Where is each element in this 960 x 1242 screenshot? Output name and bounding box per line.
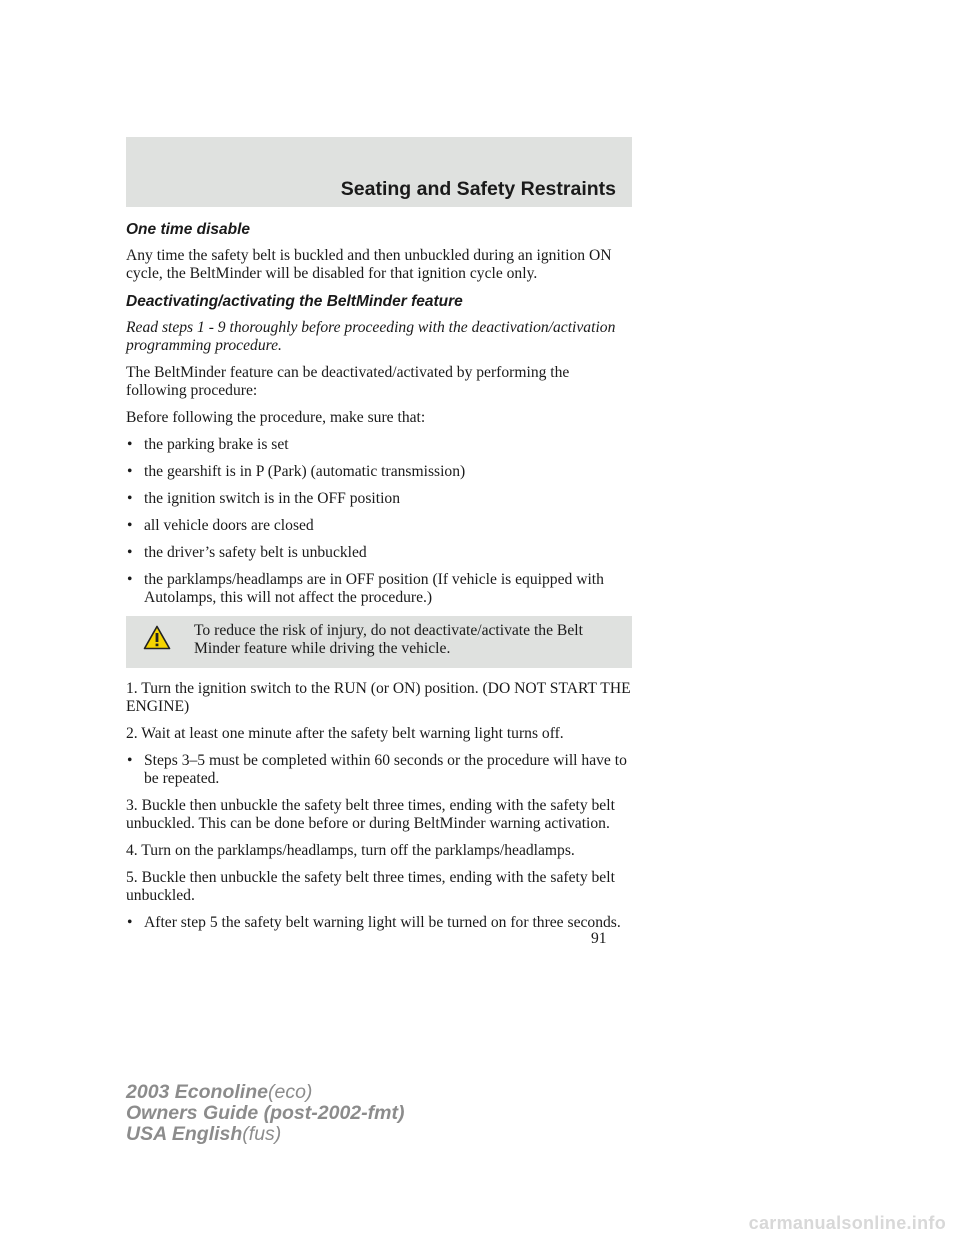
paragraph-one-time: Any time the safety belt is buckled and then unbuckled during an ignition ON cycle, the BeltMinder will be disabled for that ignition cycle only. <box>126 247 612 282</box>
list-item: • the parking brake is set <box>127 436 289 453</box>
section-title: Seating and Safety Restraints <box>340 178 616 200</box>
footer-line-language: USA English(fus) <box>126 1123 282 1145</box>
watermark: carmanualsonline.info <box>748 1213 946 1233</box>
list-item: • all vehicle doors are closed <box>127 517 314 534</box>
warning-box <box>126 616 632 668</box>
step-2-notes <box>126 752 632 788</box>
step-3: 3. Buckle then unbuckle the safety belt three times, ending with the safety belt unbuckled. This can be done before or during BeltMinder warning activation. <box>126 797 615 832</box>
list-item: • After step 5 the safety belt warning light will be turned on for three seconds. <box>127 914 621 931</box>
page-number: 91 <box>591 930 607 947</box>
bullet-icon: • <box>127 517 133 534</box>
heading-deactivating: Deactivating/activating the BeltMinder feature <box>126 293 463 310</box>
footer-line-guide: Owners Guide (post-2002-fmt) <box>126 1102 405 1124</box>
section-header-band <box>126 137 632 207</box>
heading-one-time-disable: One time disable <box>126 221 251 238</box>
step-5: 5. Buckle then unbuckle the safety belt three times, ending with the safety belt unbuckled. <box>126 869 615 904</box>
document-footer <box>126 1082 404 1145</box>
bullet-icon: • <box>127 463 133 480</box>
bullet-icon: • <box>127 571 133 588</box>
paragraph-feature: The BeltMinder feature can be deactivated/activated by performing the following procedure: <box>126 364 570 399</box>
footer-line-model: 2003 Econoline(eco) <box>126 1081 313 1103</box>
precondition-checklist <box>126 436 632 607</box>
list-item: • the parklamps/headlamps are in OFF position (If vehicle is equipped with Autolamps, this will not affect the procedure.) <box>127 571 604 606</box>
warning-triangle-icon <box>143 625 171 650</box>
list-item: • Steps 3–5 must be completed within 60 seconds or the procedure will have to be repeated. <box>127 752 627 787</box>
page-content <box>126 220 632 941</box>
step-1: 1. Turn the ignition switch to the RUN (or ON) position. (DO NOT START THE ENGINE) <box>126 680 631 715</box>
bullet-icon: • <box>127 436 133 453</box>
step-4: 4. Turn on the parklamps/headlamps, turn off the parklamps/headlamps. <box>126 842 575 859</box>
step-2: 2. Wait at least one minute after the safety belt warning light turns off. <box>126 725 564 742</box>
warning-text: To reduce the risk of injury, do not deactivate/activate the Belt Minder feature while driving the vehicle. <box>194 622 583 657</box>
paragraph-read-steps: Read steps 1 - 9 thoroughly before proceeding with the deactivation/activation programming procedure. <box>126 319 616 354</box>
bullet-icon: • <box>127 544 133 561</box>
list-item: • the gearshift is in P (Park) (automatic transmission) <box>127 463 466 480</box>
list-item: • the ignition switch is in the OFF position <box>127 490 401 507</box>
bullet-icon: • <box>127 752 133 769</box>
bullet-icon: • <box>127 914 133 931</box>
list-item: • the driver’s safety belt is unbuckled <box>127 544 367 561</box>
bullet-icon: • <box>127 490 133 507</box>
step-5-notes <box>126 914 632 932</box>
paragraph-before: Before following the procedure, make sure that: <box>126 409 426 426</box>
